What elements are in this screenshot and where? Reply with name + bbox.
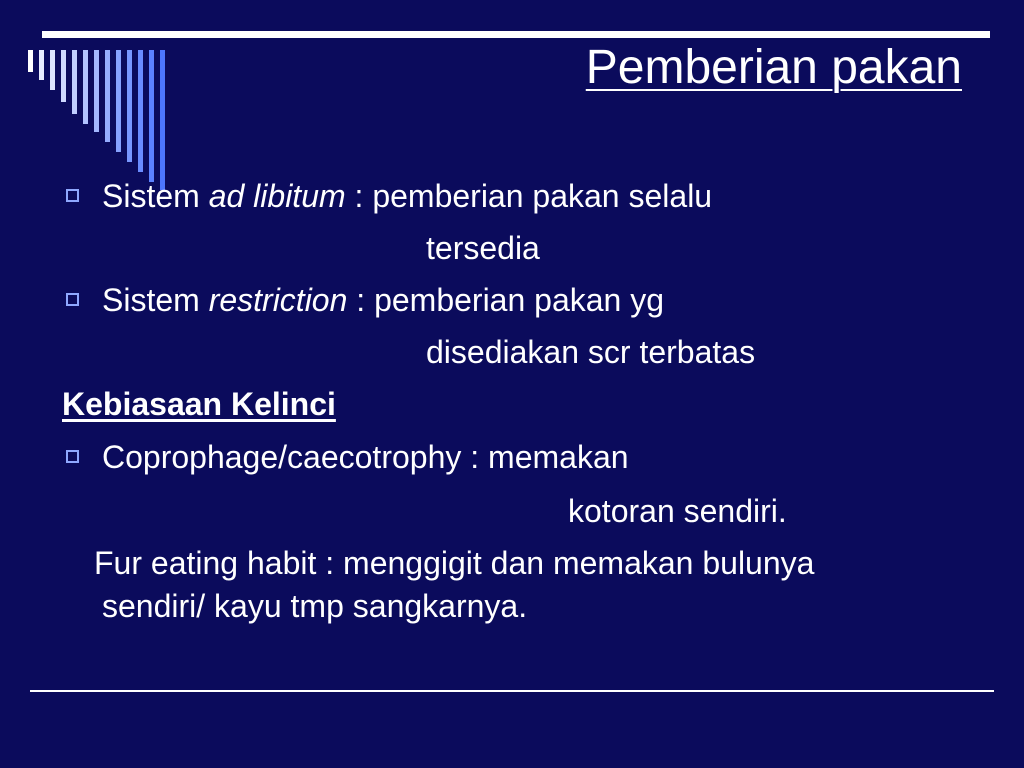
bullet-square-icon xyxy=(66,450,79,463)
stripe-bar xyxy=(28,50,33,72)
stripe-bar xyxy=(105,50,110,142)
bullet-square-icon xyxy=(66,293,79,306)
item-term: restriction xyxy=(208,282,348,318)
stripe-bar xyxy=(116,50,121,152)
item-definition: : pemberian pakan yg xyxy=(356,282,665,318)
section-heading: Kebiasaan Kelinci xyxy=(62,386,336,422)
stripe-bar xyxy=(138,50,143,172)
stripe-bar xyxy=(149,50,154,182)
stripe-bar xyxy=(127,50,132,162)
item-definition-continued: tersedia xyxy=(426,230,540,266)
top-rule xyxy=(42,31,990,38)
item-label: Sistem xyxy=(102,178,200,214)
bullet-square-icon xyxy=(66,189,79,202)
stripe-bar xyxy=(61,50,66,102)
bottom-rule xyxy=(30,690,994,692)
stripe-bar xyxy=(83,50,88,124)
stripe-bar xyxy=(94,50,99,132)
item-definition-continued: kotoran sendiri. xyxy=(568,493,787,529)
item-definition: : pemberian pakan selalu xyxy=(354,178,713,214)
item-term: ad libitum xyxy=(208,178,346,214)
stripe-decoration xyxy=(0,0,180,200)
list-item-coprophage: Coprophage/caecotrophy : memakan xyxy=(102,439,629,475)
stripe-bar xyxy=(72,50,77,114)
list-item-restriction xyxy=(102,280,664,320)
stripe-bar xyxy=(50,50,55,90)
stripe-bar xyxy=(160,50,165,190)
slide-title: Pemberian pakan xyxy=(585,41,962,94)
fur-eating-line: Fur eating habit : menggigit dan memakan bulunya xyxy=(94,545,815,581)
fur-eating-line-continued: sendiri/ kayu tmp sangkarnya. xyxy=(102,588,528,624)
item-definition-continued: disediakan scr terbatas xyxy=(426,334,756,370)
stripe-bar xyxy=(39,50,44,80)
item-label: Sistem xyxy=(102,282,200,318)
list-item-ad-libitum xyxy=(102,176,712,216)
